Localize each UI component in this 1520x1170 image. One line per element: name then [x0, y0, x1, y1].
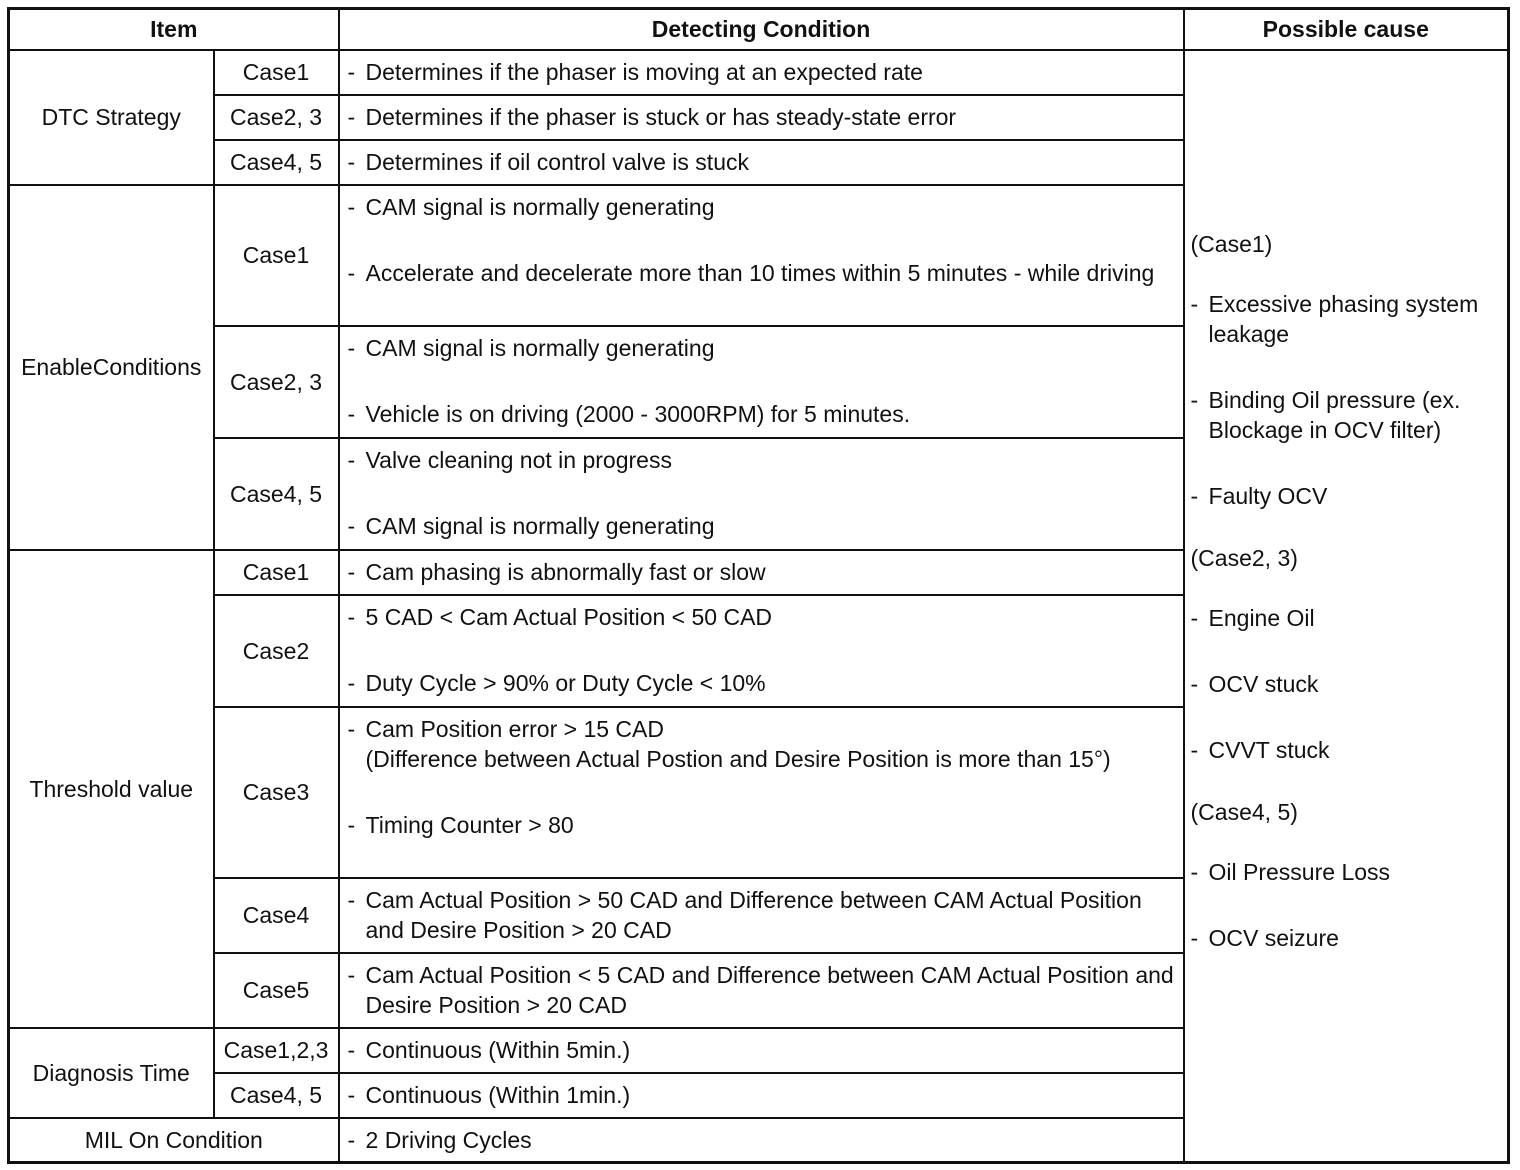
condition-text: CAM signal is normally generating: [365, 193, 715, 220]
condition-text: Cam Position error > 15 CAD: [365, 715, 664, 742]
condition-text: Accelerate and decelerate more than 10 times within 5 minutes - while driving: [365, 259, 1155, 286]
cause-item: Oil Pressure Loss: [1208, 858, 1391, 885]
bullet-dash: -: [347, 193, 356, 220]
bullet-dash: -: [347, 669, 356, 696]
case-label: Case4, 5: [214, 438, 339, 550]
bullet-dash: -: [347, 259, 356, 286]
bullet-dash: -: [1190, 386, 1199, 413]
cause-item: OCV stuck: [1208, 670, 1319, 697]
header-detecting-condition: Detecting Condition: [339, 9, 1184, 50]
cause-group-case1: [1191, 229, 1502, 511]
condition-text: 2 Driving Cycles: [365, 1126, 532, 1153]
condition-cell: [339, 707, 1184, 878]
section-label-dtc-strategy: DTC Strategy: [9, 50, 214, 185]
cause-item: OCV seizure: [1208, 924, 1339, 951]
table-row: [9, 50, 1509, 95]
bullet-dash: -: [347, 603, 356, 630]
case-label: Case4: [214, 878, 339, 953]
bullet-dash: -: [347, 334, 356, 361]
header-item: Item: [9, 9, 339, 50]
case-label: Case2, 3: [214, 95, 339, 140]
header-possible-cause: Possible cause: [1184, 9, 1509, 50]
condition-cell: [339, 953, 1184, 1028]
condition-cell: [339, 595, 1184, 707]
bullet-dash: -: [347, 886, 356, 913]
condition-cell: [339, 140, 1184, 185]
cause-item: Excessive phasing system leakage: [1208, 290, 1479, 347]
header-row: [9, 9, 1509, 50]
section-label-diagnosis-time: Diagnosis Time: [9, 1028, 214, 1118]
possible-cause-cell: [1184, 50, 1509, 1163]
case-label: Case2: [214, 595, 339, 707]
condition-text: Determines if oil control valve is stuck: [365, 148, 749, 175]
cause-heading: (Case2, 3): [1190, 544, 1298, 571]
condition-text: (Difference between Actual Postion and Desire Position is more than 15°): [365, 745, 1111, 772]
condition-text: Valve cleaning not in progress: [365, 446, 672, 473]
bullet-dash: -: [347, 1081, 356, 1108]
condition-text: Determines if the phaser is stuck or has steady-state error: [365, 103, 957, 130]
condition-cell: [339, 550, 1184, 595]
condition-cell: [339, 1028, 1184, 1073]
condition-cell: [339, 1118, 1184, 1163]
cause-group-case4-5: [1191, 797, 1502, 953]
case-label: Case1: [214, 50, 339, 95]
condition-text: Continuous (Within 5min.): [365, 1036, 631, 1063]
bullet-dash: -: [347, 715, 356, 742]
condition-text: Cam Actual Position > 50 CAD and Difference between CAM Actual Position and Desire Position > 20 CAD: [365, 886, 1142, 943]
condition-cell: [339, 326, 1184, 438]
condition-cell: [339, 438, 1184, 550]
case-label: Case2, 3: [214, 326, 339, 438]
condition-text: 5 CAD < Cam Actual Position < 50 CAD: [365, 603, 773, 630]
bullet-dash: -: [347, 58, 356, 85]
condition-text: Timing Counter > 80: [365, 811, 574, 838]
case-label: Case5: [214, 953, 339, 1028]
condition-text: Cam phasing is abnormally fast or slow: [365, 558, 766, 585]
cause-heading: (Case1): [1190, 230, 1273, 257]
condition-cell: [339, 185, 1184, 326]
bullet-dash: -: [1190, 290, 1199, 317]
condition-cell: [339, 95, 1184, 140]
condition-text: CAM signal is normally generating: [365, 512, 715, 539]
bullet-dash: -: [347, 811, 356, 838]
bullet-dash: -: [347, 1126, 356, 1153]
bullet-dash: -: [1190, 736, 1199, 763]
bullet-dash: -: [1190, 482, 1199, 509]
case-label: Case4, 5: [214, 140, 339, 185]
bullet-dash: -: [347, 1036, 356, 1063]
condition-text: Continuous (Within 1min.): [365, 1081, 631, 1108]
case-label: Case4, 5: [214, 1073, 339, 1118]
bullet-dash: -: [347, 512, 356, 539]
bullet-dash: -: [347, 446, 356, 473]
condition-text: Cam Actual Position < 5 CAD and Difference between CAM Actual Position and Desire Position > 20 CAD: [365, 961, 1174, 1018]
bullet-dash: -: [1190, 924, 1199, 951]
case-label: Case3: [214, 707, 339, 878]
cause-item: Engine Oil: [1208, 604, 1315, 631]
dtc-table: [7, 7, 1510, 1164]
case-label: Case1,2,3: [214, 1028, 339, 1073]
bullet-dash: -: [1190, 604, 1199, 631]
condition-text: Determines if the phaser is moving at an expected rate: [365, 58, 923, 85]
case-label: Case1: [214, 185, 339, 326]
cause-heading: (Case4, 5): [1190, 798, 1298, 825]
cause-item: CVVT stuck: [1208, 736, 1330, 763]
condition-cell: [339, 1073, 1184, 1118]
bullet-dash: -: [347, 148, 356, 175]
section-label-mil-on-condition: MIL On Condition: [9, 1118, 339, 1163]
condition-cell: [339, 878, 1184, 953]
bullet-dash: -: [1190, 670, 1199, 697]
bullet-dash: -: [347, 103, 356, 130]
bullet-dash: -: [347, 400, 356, 427]
condition-text: Duty Cycle > 90% or Duty Cycle < 10%: [365, 669, 766, 696]
cause-item: Binding Oil pressure (ex. Blockage in OCV filter): [1208, 386, 1461, 443]
condition-text: Vehicle is on driving (2000 - 3000RPM) for 5 minutes.: [365, 400, 911, 427]
cause-group-case2-3: [1191, 543, 1502, 765]
bullet-dash: -: [347, 558, 356, 585]
bullet-dash: -: [347, 961, 356, 988]
case-label: Case1: [214, 550, 339, 595]
condition-text: CAM signal is normally generating: [365, 334, 715, 361]
section-label-threshold-value: Threshold value: [9, 550, 214, 1028]
bullet-dash: -: [1190, 858, 1199, 885]
section-label-enable-conditions: EnableConditions: [9, 185, 214, 550]
cause-item: Faulty OCV: [1208, 482, 1328, 509]
condition-cell: [339, 50, 1184, 95]
